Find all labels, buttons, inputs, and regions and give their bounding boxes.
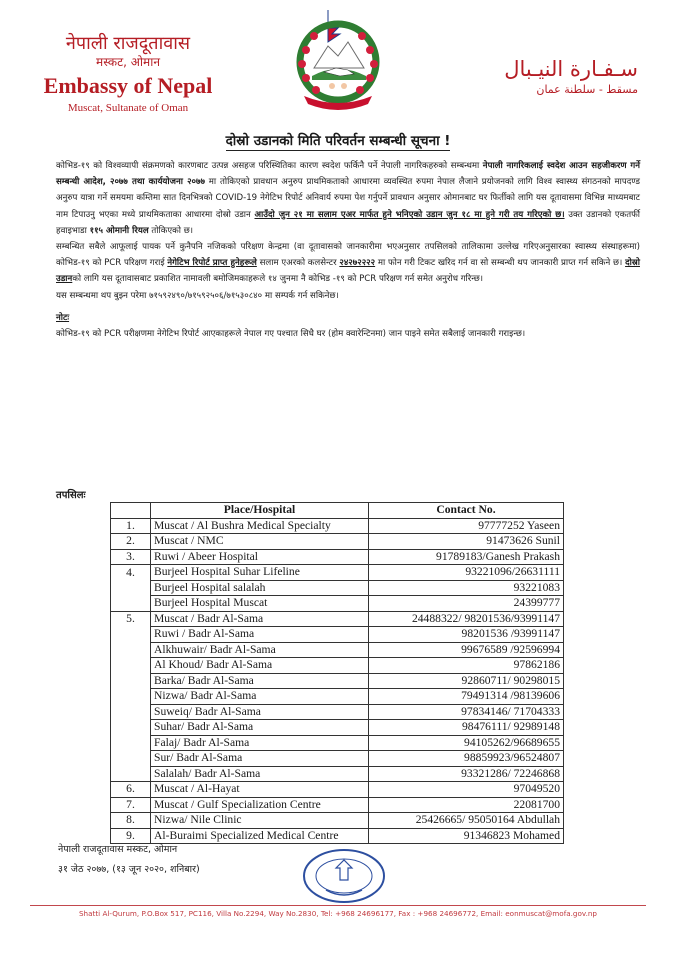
notice-body <box>56 158 640 342</box>
row-contact: 93321286/ 72246868 <box>369 766 564 782</box>
table-row <box>111 611 564 627</box>
header-contact: Contact No. <box>369 503 564 519</box>
row-place: Nizwa/ Badr Al-Sama <box>151 689 369 705</box>
embassy-city-arabic: مسقط - سلطنة عمان <box>536 83 638 96</box>
p2-text-c: सलाम एअरको कलसेन्टर <box>256 258 340 269</box>
p1-flight-date: आउँदो जुन २१ मा सलाम एअर मार्फत हुने भनिएको उडान जुन १८ मा हुने गरी तय गरिएको छ। <box>254 209 565 220</box>
row-place: Suweiq/ Badr Al-Sama <box>151 704 369 720</box>
table-row <box>111 720 564 736</box>
row-number <box>111 704 151 720</box>
embassy-city-nepali: मस्कट, ओमान <box>96 55 160 69</box>
row-contact: 98201536 /93991147 <box>369 627 564 643</box>
closing-embassy-name: नेपाली राजदूतावास मस्कट, ओमान <box>58 844 178 855</box>
row-place: Muscat / Al Bushra Medical Specialty <box>151 518 369 534</box>
row-number <box>111 766 151 782</box>
p1-bold-order: नेपाली नागरिकलाई स्वदेश आउन सहजीकरण गर्ने सम्बन्धी आदेश, २०७७ तथा कार्ययोजना २०७७ <box>56 161 641 188</box>
p1-text-a: कोभिड-१९ को विश्वव्यापी संक्रमणको कारणबाट उत्पन्न असहज परिस्थितिका कारण स्वदेश फर्किनै पर्ने नेपाली नागरिकहरुको सम्बन्धमा <box>56 161 483 171</box>
embassy-city-english: Muscat, Sultanate of Oman <box>67 102 189 114</box>
p2-callcenter-number: २४२७२२२२ <box>339 258 376 269</box>
table-row <box>111 766 564 782</box>
row-number <box>111 720 151 736</box>
row-contact: 98859923/96524807 <box>369 751 564 767</box>
table-row <box>111 627 564 643</box>
paragraph-1 <box>56 158 640 239</box>
row-contact: 93221096/26631111 <box>369 565 564 581</box>
p2-text-g: को लागि यस दूतावासबाट प्रकाशित नामावली बमोजिमकाहरूले १४ जुनमा नै कोभिड -१९ को PCR परिक्षण गर्न समेत अनुरोध गरिन्छ। <box>72 274 484 285</box>
table-row <box>111 565 564 581</box>
table-row <box>111 658 564 674</box>
row-place: Sur/ Badr Al-Sama <box>151 751 369 767</box>
row-number: 7. <box>111 797 151 813</box>
row-contact: 92860711/ 90298015 <box>369 673 564 689</box>
table-row <box>111 735 564 751</box>
row-number: 5. <box>111 611 151 627</box>
table-row <box>111 642 564 658</box>
row-contact: 97049520 <box>369 782 564 798</box>
row-number: 6. <box>111 782 151 798</box>
row-contact: 99676589 /92596994 <box>369 642 564 658</box>
row-contact: 97834146/ 71704333 <box>369 704 564 720</box>
row-contact: 97777252 Yaseen <box>369 518 564 534</box>
table-row <box>111 673 564 689</box>
table-row <box>111 751 564 767</box>
embassy-name-arabic-block <box>468 56 638 98</box>
p2-negative-report: नेगेटिभ रिपोर्ट प्राप्त हुनेहरूले <box>167 258 257 269</box>
row-place: Burjeel Hospital Muscat <box>151 596 369 612</box>
hospital-table <box>110 502 564 844</box>
row-number <box>111 689 151 705</box>
row-place: Ruwi / Abeer Hospital <box>151 549 369 565</box>
row-place: Salalah/ Badr Al-Sama <box>151 766 369 782</box>
notice-subject <box>0 131 676 149</box>
row-number <box>111 642 151 658</box>
row-place: Barka/ Badr Al-Sama <box>151 673 369 689</box>
row-place: Falaj/ Badr Al-Sama <box>151 735 369 751</box>
table-row <box>111 549 564 565</box>
row-place: Burjeel Hospital Suhar Lifeline <box>151 565 369 581</box>
table-row <box>111 782 564 798</box>
footer-divider <box>30 905 646 906</box>
row-contact: 94105262/96689655 <box>369 735 564 751</box>
row-number: 3. <box>111 549 151 565</box>
row-contact: 91473626 Sunil <box>369 534 564 550</box>
note-label: नोटः <box>56 312 70 323</box>
row-place: Alkhuwair/ Badr Al-Sama <box>151 642 369 658</box>
row-number <box>111 627 151 643</box>
p1-text-c: मा तोकिएको प्रावधान अनुरुप प्राथमिकताको आधारमा व्यवस्थित रुपमा नेपाल लैजाने प्रयोजनको लागि विश्व स्वास्थ्य संगठनको मापदण्ड अनुरुप यात्रा गर्ने समयमा कम्तिमा सात दिनभित्रको COVID-19 नेगेटिभ रिपोर्ट अनिवार्य रुपमा पेश गर्नुपर्ने प्रावधान अनुसार ओमानबाट घर फिर्तीको लागि यस दूतावासमा विभिन्न माध्यमबाट नाम टिपाउनु भएका मध्ये प्राथमिकताका आधारमा दोस्रो उडान <box>56 177 640 220</box>
table-row <box>111 797 564 813</box>
table-row <box>111 813 564 829</box>
row-number <box>111 751 151 767</box>
paragraph-2 <box>56 239 640 288</box>
row-number <box>111 596 151 612</box>
letterhead <box>0 0 676 132</box>
p1-text-g: तोकिएको छ। <box>148 225 193 236</box>
row-number <box>111 658 151 674</box>
notice-subject-text: दोस्रो उडानको मिति परिवर्तन सम्बन्धी सूचना ! <box>225 133 451 149</box>
row-contact: 97862186 <box>369 658 564 674</box>
row-contact: 24399777 <box>369 596 564 612</box>
row-number: 8. <box>111 813 151 829</box>
row-contact: 22081700 <box>369 797 564 813</box>
table-header-row <box>111 503 564 519</box>
row-contact: 93221083 <box>369 580 564 596</box>
header-sn <box>111 503 151 519</box>
embassy-seal-stamp-icon <box>296 846 392 906</box>
table-row <box>111 534 564 550</box>
row-number: 1. <box>111 518 151 534</box>
table-row <box>111 518 564 534</box>
row-contact: 24488322/ 98201536/93991147 <box>369 611 564 627</box>
table-row <box>111 596 564 612</box>
row-place: Al Khoud/ Badr Al-Sama <box>151 658 369 674</box>
table-row <box>111 689 564 705</box>
row-number <box>111 673 151 689</box>
footer-address: Shatti Al-Qurum, P.O.Box 517, PC116, Villa No.2294, Way No.2830, Tel: +968 24696177, Fax : +968 24696772, Email: eonmuscat@mofa.gov.np <box>79 909 597 918</box>
row-place: Muscat / Al-Hayat <box>151 782 369 798</box>
row-place: Nizwa/ Nile Clinic <box>151 813 369 829</box>
row-number <box>111 580 151 596</box>
p1-airfare: ११५ ओमानी रियल <box>89 225 149 236</box>
row-place: Ruwi / Badr Al-Sama <box>151 627 369 643</box>
row-contact: 25426665/ 95050164 Abdullah <box>369 813 564 829</box>
row-place: Suhar/ Badr Al-Sama <box>151 720 369 736</box>
embassy-name-arabic: سـفـارة النيـبال <box>504 57 638 81</box>
row-contact: 91789183/Ganesh Prakash <box>369 549 564 565</box>
table-row <box>111 704 564 720</box>
nepal-coat-of-arms-icon <box>288 6 388 112</box>
row-contact: 91346823 Mohamed <box>369 828 564 844</box>
row-place: Muscat / Gulf Specialization Centre <box>151 797 369 813</box>
p2-text-e: मा फोन गरी टिकट खरिद गर्न वा सो सम्बन्धी थप जानकारी प्राप्त गर्न सकिने छ। <box>375 258 626 269</box>
row-number <box>111 735 151 751</box>
row-number: 9. <box>111 828 151 844</box>
embassy-name-english: Embassy of Nepal <box>43 73 213 98</box>
row-place: Muscat / NMC <box>151 534 369 550</box>
closing-date: ३१ जेठ २०७७, (१३ जून २०२०, शनिबार) <box>58 864 200 875</box>
embassy-name-nepali: नेपाली राजदूतावास <box>65 33 191 54</box>
p2-text-a: सम्बन्धित सबैले आफूलाई पायक पर्ने कुनैपनि नजिकको परिक्षण केन्द्रमा (वा दूतावासको जानकारीमा भएअनुसार तपसिलको तालिकामा उल्लेख गरिएअनुसारका स्वास्थ्य संस्थाहरूमा) कोभिड-१९ को PCR परिक्षण गराई <box>56 242 640 269</box>
closing-block <box>58 840 200 880</box>
table-row <box>111 580 564 596</box>
row-place: Muscat / Badr Al-Sama <box>151 611 369 627</box>
p2-second-flight: दोस्रो उडान <box>56 258 640 285</box>
paragraph-3: यस सम्बन्धमा थप बुझ्न परेमा ७१५९२४९०/७१५९२५०६/७१५३०८४० मा सम्पर्क गर्न सकिनेछ। <box>56 290 339 301</box>
row-number: 4. <box>111 565 151 581</box>
header-place: Place/Hospital <box>151 503 369 519</box>
row-contact: 79491314 /98139606 <box>369 689 564 705</box>
row-contact: 98476111/ 92989148 <box>369 720 564 736</box>
row-number: 2. <box>111 534 151 550</box>
p1-text-e: उक्त उडानको एकतर्फी हवाइभाडा <box>56 209 641 236</box>
row-place: Burjeel Hospital salalah <box>151 580 369 596</box>
embassy-name-block <box>28 34 228 116</box>
row-place: Al-Buraimi Specialized Medical Centre <box>151 828 369 844</box>
note-text: कोभिड-१९ को PCR परीक्षणमा नेगेटिभ रिपोर्ट आएकाहरूले नेपाल गए पश्चात सिधै घर (होम क्वारेन्टिनमा) जान पाइने समेत सबैलाई जानकारी गराइन्छ। <box>56 329 526 340</box>
details-label: तपसिलः <box>56 490 86 501</box>
